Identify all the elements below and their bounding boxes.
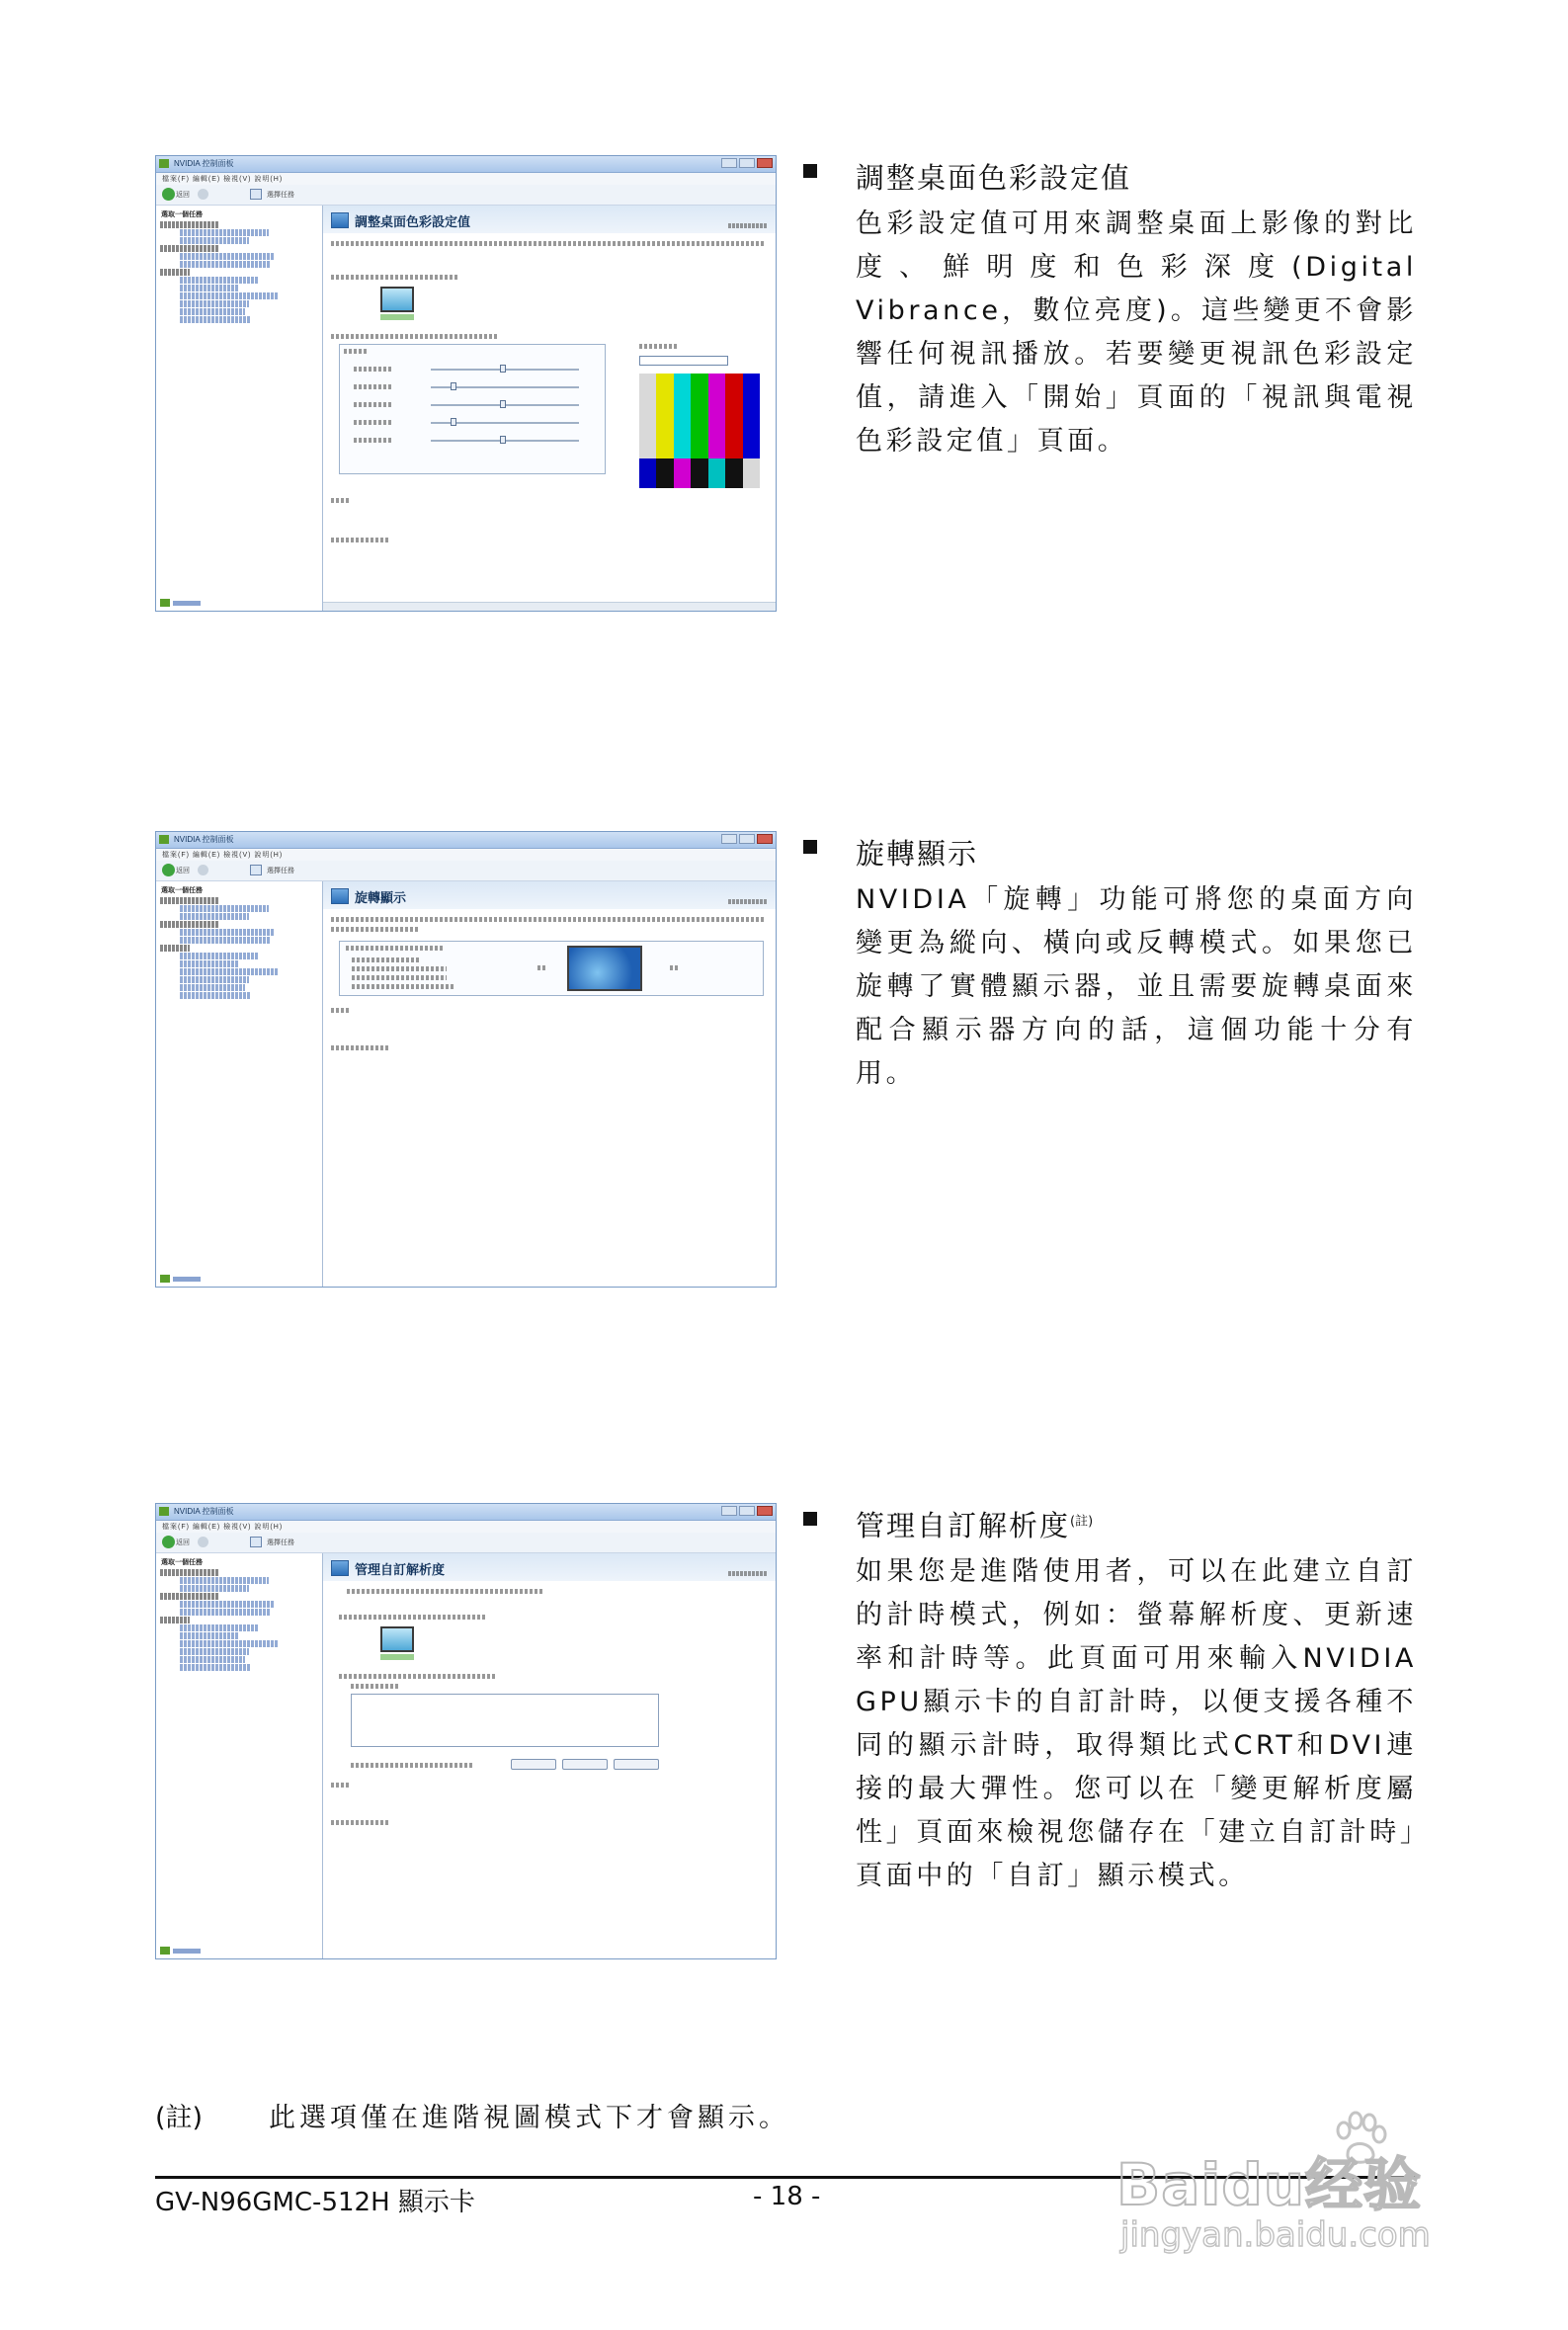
forward-arrow-icon — [198, 1537, 208, 1547]
window-title: NVIDIA 控制面板 — [174, 835, 234, 844]
color-test-bars — [639, 374, 760, 458]
window-controls — [719, 158, 773, 169]
page-number: - 18 - — [753, 2182, 821, 2211]
note-mark: (註) — [155, 2103, 204, 2133]
watermark-site: jingyan.baidu.com — [1120, 2215, 1431, 2255]
custom-resolution-list — [351, 1694, 659, 1747]
window-titlebar — [156, 1504, 776, 1521]
content-pane — [323, 206, 776, 611]
window-titlebar — [156, 156, 776, 173]
page-title: 管理自訂解析度 — [355, 1563, 446, 1578]
menu-bar — [156, 1521, 776, 1533]
window-title: NVIDIA 控制面板 — [174, 159, 234, 168]
screenshot-rotate-display — [155, 831, 777, 1288]
create-button — [511, 1759, 556, 1770]
toolbar — [156, 1533, 776, 1553]
footnote-mark: (註) — [1070, 1514, 1094, 1530]
page-banner — [323, 206, 776, 233]
screenshot-custom-resolution — [155, 1503, 777, 1959]
section-heading: 旋轉顯示 — [856, 837, 979, 871]
forward-arrow-icon — [198, 189, 208, 200]
section-heading: 調整桌面色彩設定值 — [856, 161, 1132, 195]
task-sidebar — [156, 206, 323, 611]
window-controls — [719, 1506, 773, 1517]
back-arrow-icon — [162, 1536, 175, 1548]
task-tree — [160, 1569, 318, 1846]
orientation-options — [339, 941, 764, 996]
section-body: 如果您是進階使用者，可以在此建立自訂的計時模式，例如：螢幕解析度、更新速率和計時等。此頁面可用來輸入NVIDIA GPU顯示卡的自訂計時，以便支援各種不同的顯示計時，取得類比式CRT和DVI連接的最大彈性。您可以在「變更解析度屬性」頁面來檢視您儲存在「建立自訂計時」頁面中的「自訂」顯示模式。 — [856, 1556, 1417, 1891]
back-label: 返回 — [176, 867, 190, 874]
sidebar-heading: 選取一個任務 — [161, 210, 203, 218]
page-title: 旋轉顯示 — [355, 891, 407, 906]
monitor-icon — [380, 287, 414, 312]
task-label: 選擇任務 — [267, 1539, 294, 1546]
back-label: 返回 — [176, 191, 190, 199]
edit-button — [614, 1759, 659, 1770]
color-test-bars-bottom — [639, 458, 760, 488]
note-text: 此選項僅在進階視圖模式下才會顯示。 — [269, 2103, 789, 2133]
section-body: NVIDIA「旋轉」功能可將您的桌面方向變更為縱向、橫向或反轉模式。如果您已旋轉了實體顯示器，並且需要旋轉桌面來配合顯示器方向的話，這個功能十分有用。 — [856, 884, 1417, 1089]
menu-bar — [156, 849, 776, 861]
footer-product: GV-N96GMC-512H 顯示卡 — [155, 2188, 475, 2217]
menu-bar — [156, 173, 776, 185]
horizontal-scrollbar — [323, 602, 776, 611]
delete-button — [562, 1759, 608, 1770]
nvidia-logo-icon — [160, 599, 170, 607]
task-tree — [160, 221, 318, 498]
monitor-icon — [380, 1626, 414, 1652]
toolbar — [156, 861, 776, 881]
task-label: 選擇任務 — [267, 191, 294, 199]
bullet-square-icon — [803, 840, 817, 854]
menu-items: 檔案(F) 編輯(E) 檢視(V) 說明(H) — [162, 852, 284, 859]
window-titlebar — [156, 832, 776, 849]
back-label: 返回 — [176, 1539, 190, 1546]
window-controls — [719, 834, 773, 845]
sidebar-heading: 選取一個任務 — [161, 1558, 203, 1566]
task-view-icon — [250, 865, 262, 875]
section-body: 色彩設定值可用來調整桌面上影像的對比度、鮮明度和色彩深度(Digital Vibrance，數位亮度)。這些變更不會影響任何視訊播放。若要變更視訊色彩設定值，請進入「開始」頁面的「視訊與電視色彩設定值」頁面。 — [856, 208, 1417, 457]
nvidia-logo-icon — [159, 835, 169, 844]
section-heading — [856, 1504, 1093, 1544]
task-view-icon — [250, 1537, 262, 1547]
page-title: 調整桌面色彩設定值 — [355, 215, 471, 230]
bullet-square-icon — [803, 1512, 817, 1526]
task-label: 選擇任務 — [267, 867, 294, 874]
page-icon — [331, 1560, 349, 1576]
back-arrow-icon — [162, 864, 175, 876]
task-tree — [160, 897, 318, 1174]
task-view-icon — [250, 189, 262, 200]
nvidia-logo-icon — [159, 159, 169, 168]
baidu-watermark — [1114, 2124, 1490, 2273]
page-icon — [331, 212, 349, 228]
sidebar-heading: 選取一個任務 — [161, 886, 203, 894]
task-sidebar — [156, 1553, 323, 1958]
watermark-logo: Baidu经验 — [1116, 2151, 1423, 2218]
menu-items: 檔案(F) 編輯(E) 檢視(V) 說明(H) — [162, 1524, 284, 1531]
nvidia-logo-icon — [160, 1275, 170, 1283]
nvidia-logo-icon — [160, 1947, 170, 1955]
content-pane — [323, 1553, 776, 1958]
section-heading-text: 管理自訂解析度 — [856, 1509, 1071, 1542]
content-pane — [323, 881, 776, 1287]
bullet-square-icon — [803, 164, 817, 178]
back-arrow-icon — [162, 188, 175, 201]
page-icon — [331, 888, 349, 904]
color-channel-dropdown — [639, 356, 728, 366]
menu-items: 檔案(F) 編輯(E) 檢視(V) 說明(H) — [162, 176, 284, 183]
window-title: NVIDIA 控制面板 — [174, 1507, 234, 1516]
desktop-preview — [567, 946, 642, 991]
toolbar — [156, 185, 776, 206]
nvidia-logo-icon — [159, 1507, 169, 1516]
screenshot-color-settings — [155, 155, 777, 612]
forward-arrow-icon — [198, 865, 208, 875]
task-sidebar — [156, 881, 323, 1287]
color-sliders-panel — [339, 344, 606, 474]
page-banner — [323, 881, 776, 909]
page-banner — [323, 1553, 776, 1581]
